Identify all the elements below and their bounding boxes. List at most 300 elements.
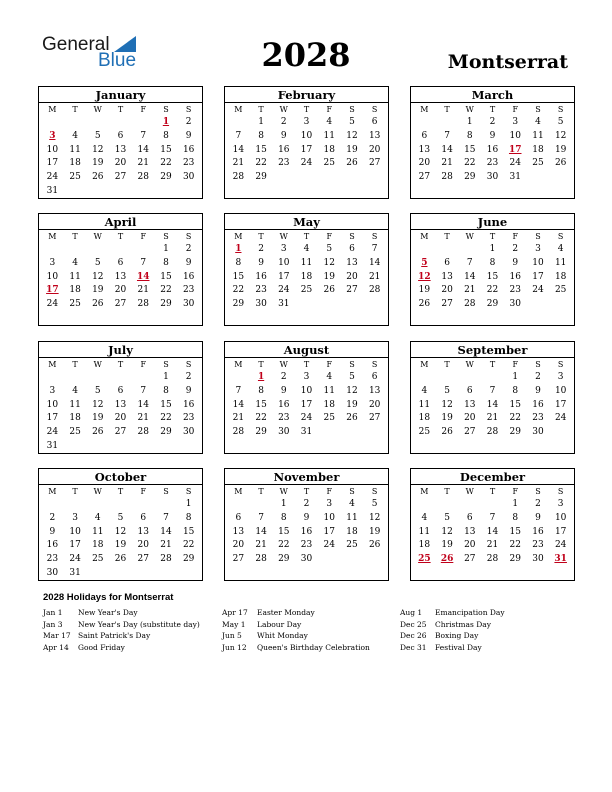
day-cell: 20 xyxy=(137,540,149,551)
week-row xyxy=(225,399,388,413)
weekday-label: M xyxy=(48,360,57,369)
day-cell: 23 xyxy=(486,158,499,169)
day-cell: 19 xyxy=(323,271,335,282)
day-cell: 31 xyxy=(300,427,313,438)
day-cell: 17 xyxy=(46,413,59,424)
week-row xyxy=(39,539,202,553)
holiday-item-date: Apr 14 xyxy=(43,642,69,652)
day-cell: 25 xyxy=(532,158,544,169)
weekday-label: T xyxy=(72,232,78,241)
empty-cell xyxy=(132,498,155,512)
day-cell: 15 xyxy=(486,271,499,282)
week-row xyxy=(225,498,388,512)
day-cell: 22 xyxy=(160,285,172,296)
weekday-label: S xyxy=(349,487,355,496)
weekday-label: W xyxy=(279,487,288,496)
weekday-header xyxy=(225,486,388,498)
day-cell: 18 xyxy=(300,271,313,282)
holiday-date: 12 xyxy=(418,271,431,282)
holiday-item-name: Saint Patrick's Day xyxy=(78,631,151,640)
day-cell: 13 xyxy=(232,526,245,537)
holiday-item-date: Dec 25 xyxy=(400,619,427,629)
day-cell: 6 xyxy=(466,385,473,396)
day-cell: 13 xyxy=(368,130,381,141)
holidays-column xyxy=(400,607,505,653)
empty-cell xyxy=(436,498,459,512)
day-cell: 1 xyxy=(163,372,169,382)
weekday-header xyxy=(39,104,202,116)
day-cell: 12 xyxy=(346,385,358,396)
day-cell: 7 xyxy=(444,130,450,141)
day-cell: 9 xyxy=(185,257,192,268)
holiday-item-name: Boxing Day xyxy=(435,631,479,640)
day-cell: 25 xyxy=(418,427,431,438)
day-cell: 29 xyxy=(486,299,499,310)
week-row xyxy=(39,144,202,158)
day-cell: 8 xyxy=(512,512,519,523)
empty-cell xyxy=(132,185,155,199)
day-cell: 2 xyxy=(185,117,192,127)
empty-cell xyxy=(86,371,109,385)
weekday-label: W xyxy=(93,360,102,369)
weekday-label: M xyxy=(48,105,57,114)
week-row xyxy=(39,553,202,567)
day-cell: 2 xyxy=(258,244,264,254)
day-cell: 2 xyxy=(280,117,287,127)
day-cell: 27 xyxy=(114,172,127,183)
weekday-label: W xyxy=(465,232,474,241)
week-row xyxy=(225,144,388,158)
day-cell: 20 xyxy=(368,144,381,155)
week-row xyxy=(39,284,202,298)
day-cell: 7 xyxy=(489,512,496,523)
week-row xyxy=(39,567,202,581)
month-title: September xyxy=(411,343,574,358)
day-cell: 11 xyxy=(323,385,335,396)
day-cell: 31 xyxy=(46,440,59,451)
week-row xyxy=(39,498,202,512)
day-cell: 4 xyxy=(303,244,310,254)
holiday-item-name: New Year's Day (substitute day) xyxy=(78,619,200,629)
empty-cell xyxy=(341,298,364,312)
holiday-item-date: Dec 31 xyxy=(400,642,427,652)
day-cell: 8 xyxy=(163,257,169,268)
month-september xyxy=(410,341,575,454)
week-row xyxy=(39,440,202,454)
weekday-label: M xyxy=(234,232,243,241)
week-row xyxy=(225,130,388,144)
day-cell: 17 xyxy=(300,399,313,410)
day-cell: 4 xyxy=(326,117,333,127)
week-row xyxy=(225,553,388,567)
weekday-label: T xyxy=(72,105,78,114)
weekday-label: T xyxy=(117,487,124,496)
day-cell: 16 xyxy=(509,271,521,282)
day-cell: 16 xyxy=(532,526,544,537)
weekday-label: M xyxy=(420,487,429,496)
day-cell: 29 xyxy=(255,172,267,183)
weekday-label: T xyxy=(303,232,310,241)
month-title: January xyxy=(39,88,202,103)
day-cell: 12 xyxy=(114,526,127,537)
month-title: March xyxy=(411,88,574,103)
day-cell: 16 xyxy=(182,144,195,155)
day-cell: 16 xyxy=(278,144,290,155)
day-cell: 26 xyxy=(554,158,567,169)
day-cell: 22 xyxy=(255,158,267,169)
week-row xyxy=(39,130,202,144)
day-cell: 4 xyxy=(557,244,564,254)
day-cell: 22 xyxy=(278,540,290,551)
empty-cell xyxy=(458,243,481,257)
day-cell: 9 xyxy=(535,512,541,523)
week-row xyxy=(225,171,388,185)
day-cell: 30 xyxy=(46,567,59,578)
day-cell: 26 xyxy=(92,299,104,310)
empty-cell xyxy=(295,298,318,312)
day-cell: 13 xyxy=(464,526,476,537)
day-cell: 8 xyxy=(185,512,192,523)
weekday-label: T xyxy=(489,360,496,369)
day-cell: 18 xyxy=(69,285,81,296)
weekday-label: S xyxy=(185,487,192,496)
day-cell: 11 xyxy=(69,399,81,410)
day-cell: 17 xyxy=(554,526,567,537)
week-row xyxy=(225,385,388,399)
weekday-label: T xyxy=(258,360,264,369)
weekday-label: F xyxy=(140,360,147,369)
day-cell: 25 xyxy=(69,427,81,438)
day-cell: 7 xyxy=(258,512,264,523)
week-row xyxy=(39,512,202,526)
day-cell: 14 xyxy=(486,526,499,537)
day-cell: 6 xyxy=(235,512,242,523)
day-cell: 4 xyxy=(94,512,101,523)
holiday-item-date: Mar 17 xyxy=(43,631,71,640)
day-cell: 12 xyxy=(92,399,104,410)
weekday-label: S xyxy=(163,360,169,369)
day-cell: 14 xyxy=(232,144,245,155)
day-cell: 8 xyxy=(512,385,519,396)
day-cell: 24 xyxy=(323,540,335,551)
day-cell: 8 xyxy=(235,257,242,268)
day-cell: 23 xyxy=(255,285,267,296)
weekday-label: S xyxy=(557,105,564,114)
day-cell: 22 xyxy=(160,413,172,424)
day-cell: 1 xyxy=(512,499,519,509)
day-cell: 24 xyxy=(46,172,59,183)
day-cell: 5 xyxy=(94,385,101,396)
day-cell: 27 xyxy=(418,172,431,183)
day-cell: 29 xyxy=(509,427,521,438)
empty-cell xyxy=(413,243,436,257)
day-cell: 11 xyxy=(554,257,567,268)
day-cell: 10 xyxy=(300,385,313,396)
weekday-header xyxy=(39,486,202,498)
empty-cell xyxy=(341,553,364,567)
week-row xyxy=(411,130,574,144)
day-cell: 9 xyxy=(185,130,192,141)
holiday-item-date: Jun 12 xyxy=(222,642,247,652)
day-cell: 10 xyxy=(69,526,81,537)
weekday-label: T xyxy=(303,105,310,114)
weekday-label: S xyxy=(163,487,169,496)
day-cell: 20 xyxy=(418,158,431,169)
day-cell: 2 xyxy=(303,499,310,509)
holidays-column xyxy=(43,607,200,653)
day-cell: 20 xyxy=(464,413,476,424)
day-cell: 4 xyxy=(326,372,333,382)
day-cell: 1 xyxy=(489,244,496,254)
day-cell: 11 xyxy=(92,526,104,537)
day-cell: 13 xyxy=(114,144,127,155)
day-cell: 9 xyxy=(280,385,287,396)
holiday-item xyxy=(222,619,370,631)
day-cell: 8 xyxy=(280,512,287,523)
day-cell: 14 xyxy=(137,144,149,155)
empty-cell xyxy=(227,116,250,130)
week-row xyxy=(225,412,388,426)
holiday-item-date: Aug 1 xyxy=(400,608,423,617)
weekday-header xyxy=(39,359,202,371)
holiday-item xyxy=(222,642,370,654)
empty-cell xyxy=(318,426,341,440)
month-title: May xyxy=(225,215,388,230)
weekday-label: W xyxy=(279,232,288,241)
weekday-label: T xyxy=(444,105,450,114)
day-cell: 18 xyxy=(346,526,358,537)
day-cell: 8 xyxy=(163,130,169,141)
day-cell: 5 xyxy=(326,244,333,254)
day-cell: 27 xyxy=(464,427,476,438)
day-cell: 6 xyxy=(140,512,147,523)
week-row xyxy=(411,553,574,567)
weekday-label: T xyxy=(117,105,124,114)
empty-cell xyxy=(227,371,250,385)
day-cell: 9 xyxy=(185,385,192,396)
holiday-date: 1 xyxy=(162,117,170,127)
day-cell: 29 xyxy=(255,427,267,438)
day-cell: 29 xyxy=(182,554,195,565)
day-cell: 19 xyxy=(554,144,567,155)
day-cell: 24 xyxy=(300,158,313,169)
holiday-item-name: Christmas Day xyxy=(435,619,491,629)
day-cell: 17 xyxy=(554,399,567,410)
day-cell: 11 xyxy=(69,271,81,282)
day-cell: 11 xyxy=(418,399,431,410)
empty-cell xyxy=(109,243,132,257)
day-cell: 30 xyxy=(182,172,195,183)
day-cell: 22 xyxy=(255,413,267,424)
day-cell: 11 xyxy=(300,257,313,268)
week-row xyxy=(411,412,574,426)
day-cell: 30 xyxy=(182,299,195,310)
day-cell: 28 xyxy=(137,172,149,183)
month-title: August xyxy=(225,343,388,358)
day-cell: 11 xyxy=(418,526,431,537)
holiday-date: 25 xyxy=(418,554,431,565)
week-row xyxy=(39,116,202,130)
day-cell: 23 xyxy=(532,413,544,424)
day-cell: 8 xyxy=(258,130,264,141)
day-cell: 18 xyxy=(554,271,567,282)
day-cell: 20 xyxy=(346,271,358,282)
day-cell: 23 xyxy=(278,413,290,424)
day-cell: 21 xyxy=(232,413,245,424)
month-title: November xyxy=(225,470,388,485)
day-cell: 12 xyxy=(346,130,358,141)
month-title: December xyxy=(411,470,574,485)
day-cell: 2 xyxy=(49,512,56,523)
day-cell: 6 xyxy=(117,257,124,268)
empty-cell xyxy=(227,498,250,512)
day-cell: 1 xyxy=(466,117,473,127)
day-cell: 9 xyxy=(49,526,56,537)
day-cell: 3 xyxy=(557,499,564,509)
day-cell: 7 xyxy=(466,257,473,268)
holidays-column xyxy=(222,607,370,653)
day-cell: 3 xyxy=(557,372,564,382)
day-cell: 18 xyxy=(323,399,335,410)
weekday-header xyxy=(411,359,574,371)
day-cell: 1 xyxy=(258,117,264,127)
week-row xyxy=(411,116,574,130)
day-cell: 3 xyxy=(49,257,56,268)
week-row xyxy=(225,426,388,440)
week-row xyxy=(225,243,388,257)
day-cell: 31 xyxy=(46,185,59,196)
day-cell: 23 xyxy=(278,158,290,169)
day-cell: 13 xyxy=(137,526,149,537)
day-cell: 31 xyxy=(509,172,521,183)
holiday-date: 3 xyxy=(49,130,56,141)
day-cell: 19 xyxy=(346,399,358,410)
week-row xyxy=(225,271,388,285)
holiday-item-name: Whit Monday xyxy=(257,631,308,640)
day-cell: 21 xyxy=(160,540,172,551)
day-cell: 20 xyxy=(114,285,127,296)
empty-cell xyxy=(527,171,550,185)
holiday-date: 1 xyxy=(235,244,242,254)
weekday-label: S xyxy=(349,360,355,369)
weekday-label: W xyxy=(93,105,102,114)
holiday-item-name: Emancipation Day xyxy=(435,608,505,617)
day-cell: 25 xyxy=(69,299,81,310)
day-cell: 15 xyxy=(255,399,267,410)
week-row xyxy=(225,157,388,171)
weekday-label: W xyxy=(279,105,288,114)
day-cell: 15 xyxy=(464,144,476,155)
empty-cell xyxy=(64,440,87,454)
day-cell: 16 xyxy=(300,526,313,537)
day-cell: 22 xyxy=(486,285,499,296)
day-cell: 10 xyxy=(278,257,290,268)
day-cell: 18 xyxy=(418,540,431,551)
empty-cell xyxy=(250,498,273,512)
weekday-label: S xyxy=(185,360,192,369)
month-december xyxy=(410,468,575,581)
weekday-label: F xyxy=(512,105,519,114)
day-cell: 18 xyxy=(418,413,431,424)
day-cell: 29 xyxy=(160,427,172,438)
week-row xyxy=(411,426,574,440)
day-cell: 21 xyxy=(137,285,149,296)
empty-cell xyxy=(109,116,132,130)
day-cell: 26 xyxy=(441,427,453,438)
day-cell: 27 xyxy=(114,427,127,438)
day-cell: 5 xyxy=(94,130,101,141)
day-cell: 4 xyxy=(535,117,541,127)
day-cell: 27 xyxy=(368,413,381,424)
day-cell: 2 xyxy=(535,499,541,509)
day-cell: 30 xyxy=(300,554,313,565)
day-cell: 1 xyxy=(163,244,169,254)
day-cell: 2 xyxy=(280,372,287,382)
weekday-label: W xyxy=(93,232,102,241)
day-cell: 3 xyxy=(535,244,541,254)
day-cell: 24 xyxy=(46,299,59,310)
day-cell: 27 xyxy=(464,554,476,565)
holiday-date: 17 xyxy=(508,144,522,155)
day-cell: 22 xyxy=(182,540,195,551)
empty-cell xyxy=(177,567,200,581)
holiday-date: 31 xyxy=(554,554,567,565)
day-cell: 4 xyxy=(349,499,355,509)
day-cell: 21 xyxy=(441,158,453,169)
weekday-label: F xyxy=(140,487,147,496)
day-cell: 11 xyxy=(532,130,544,141)
day-cell: 19 xyxy=(92,413,104,424)
day-cell: 9 xyxy=(303,512,310,523)
weekday-label: T xyxy=(444,487,450,496)
month-title: April xyxy=(39,215,202,230)
weekday-label: S xyxy=(535,360,541,369)
week-row xyxy=(225,284,388,298)
week-row xyxy=(39,385,202,399)
day-cell: 26 xyxy=(418,299,431,310)
empty-cell xyxy=(86,440,109,454)
day-cell: 9 xyxy=(512,257,519,268)
day-cell: 22 xyxy=(232,285,245,296)
day-cell: 20 xyxy=(232,540,245,551)
weekday-label: S xyxy=(185,105,192,114)
day-cell: 19 xyxy=(92,285,104,296)
empty-cell xyxy=(64,185,87,199)
day-cell: 15 xyxy=(182,526,195,537)
day-cell: 19 xyxy=(441,413,453,424)
weekday-label: F xyxy=(326,360,333,369)
day-cell: 21 xyxy=(137,158,149,169)
weekday-header xyxy=(411,231,574,243)
day-cell: 28 xyxy=(232,427,245,438)
day-cell: 25 xyxy=(92,554,104,565)
empty-cell xyxy=(109,371,132,385)
day-cell: 19 xyxy=(92,158,104,169)
empty-cell xyxy=(86,243,109,257)
empty-cell xyxy=(132,371,155,385)
calendar-year: 2028 xyxy=(261,36,351,74)
day-cell: 30 xyxy=(532,427,544,438)
month-january xyxy=(38,86,203,199)
day-cell: 24 xyxy=(300,413,313,424)
day-cell: 13 xyxy=(114,399,127,410)
day-cell: 22 xyxy=(509,413,521,424)
day-cell: 21 xyxy=(486,540,499,551)
empty-cell xyxy=(109,440,132,454)
day-cell: 22 xyxy=(160,158,172,169)
day-cell: 6 xyxy=(444,257,450,268)
day-cell: 14 xyxy=(160,526,172,537)
